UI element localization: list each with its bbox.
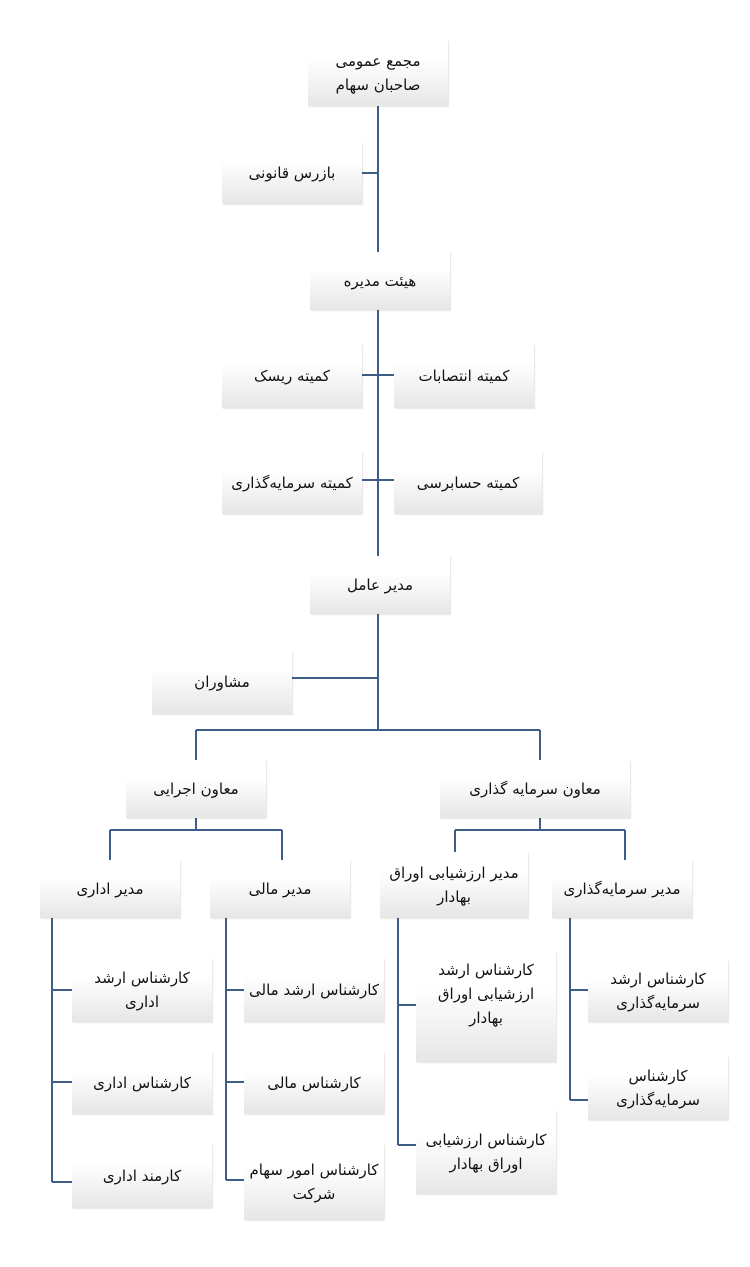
node-admin-manager: مدیر اداری <box>40 860 180 918</box>
node-securities-valuation-manager: مدیر ارزشیابی اوراق بهادار <box>380 852 528 918</box>
node-senior-investment-expert: کارشناس ارشد سرمایه‌گذاری <box>588 960 728 1022</box>
node-executive-deputy: معاون اجرایی <box>126 760 266 818</box>
node-advisors: مشاوران <box>152 650 292 714</box>
node-senior-valuation-expert: کارشناس ارشد ارزشیابی اوراق بهادار <box>416 952 556 1062</box>
node-ceo: مدیر عامل <box>310 556 450 614</box>
node-investment-expert: کارشناس سرمایه‌گذاری <box>588 1056 728 1120</box>
node-legal-inspector: بازرس قانونی <box>222 142 362 204</box>
node-appointments-committee: کمیته انتصابات <box>394 344 534 408</box>
node-general-assembly: مجمع عمومی صاحبان سهام <box>308 40 448 106</box>
node-investment-committee: کمیته سرمایه‌گذاری <box>222 452 362 514</box>
node-senior-finance-expert: کارشناس ارشد مالی <box>244 958 384 1022</box>
node-admin-expert: کارشناس اداری <box>72 1052 212 1114</box>
node-audit-committee: کمیته حسابرسی <box>394 452 542 514</box>
node-valuation-expert: کارشناس ارزشیابی اوراق بهادار <box>416 1110 556 1194</box>
node-shares-affairs-expert: کارشناس امور سهام شرکت <box>244 1144 384 1220</box>
node-admin-employee: کارمند اداری <box>72 1144 212 1208</box>
node-investment-manager: مدیر سرمایه‌گذاری <box>552 860 692 918</box>
node-investment-deputy: معاون سرمایه گذاری <box>440 760 630 818</box>
node-finance-expert: کارشناس مالی <box>244 1052 384 1114</box>
node-senior-admin-expert: کارشناس ارشد اداری <box>72 958 212 1022</box>
node-board: هیئت مدیره <box>310 252 450 310</box>
node-finance-manager: مدیر مالی <box>210 860 350 918</box>
node-risk-committee: کمیته ریسک <box>222 344 362 408</box>
